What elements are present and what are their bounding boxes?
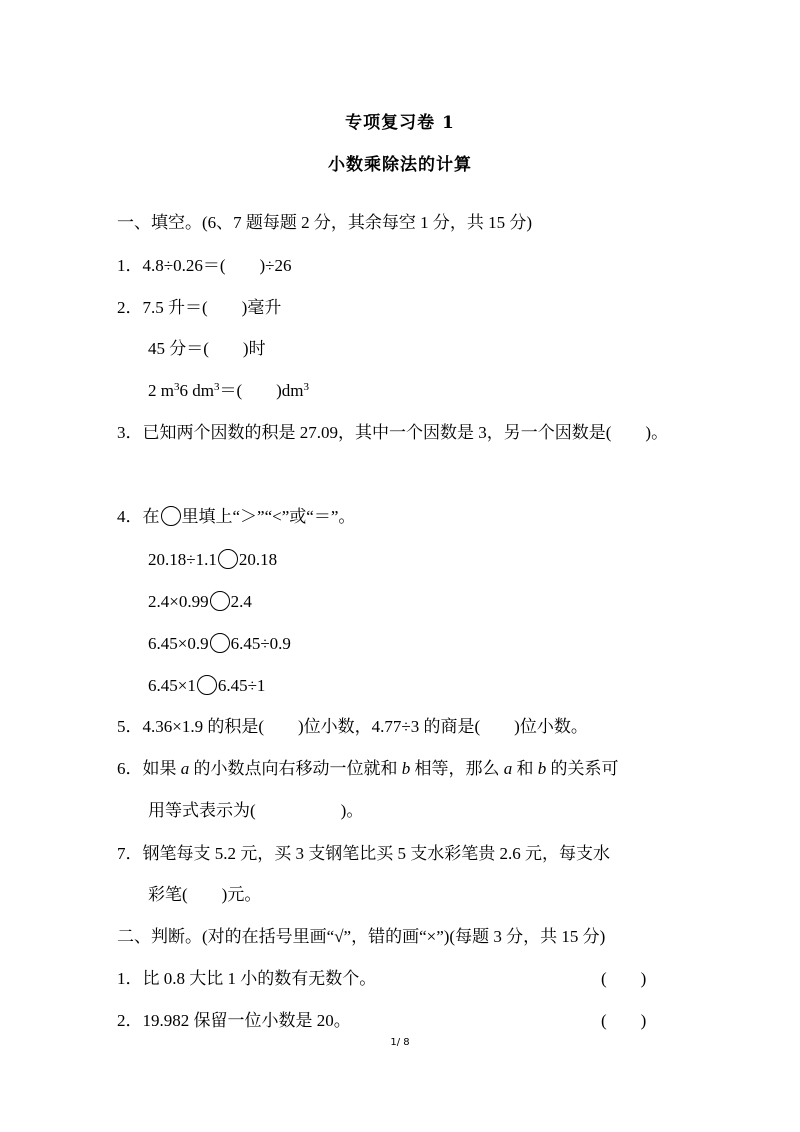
page-subtitle: 小数乘除法的计算 bbox=[328, 155, 472, 175]
judge-question-2 bbox=[117, 1010, 351, 1032]
question-6-line-2 bbox=[148, 800, 363, 822]
answer-blank[interactable] bbox=[188, 885, 222, 904]
question-number: 2． bbox=[117, 1011, 143, 1030]
question-text: 彩笔( bbox=[148, 885, 188, 904]
question-7-line-2 bbox=[148, 884, 261, 906]
compare-circle bbox=[161, 506, 181, 526]
judge-question-1 bbox=[117, 968, 376, 990]
question-text: )元。 bbox=[221, 885, 262, 904]
compare-right: 6.45÷0.9 bbox=[230, 634, 291, 653]
compare-item bbox=[148, 549, 277, 571]
section1-heading: 一、填空。(6、7 题每题 2 分，其余每空 1 分，共 15 分) bbox=[117, 213, 533, 232]
judge-answer-box[interactable]: ( ) bbox=[601, 969, 647, 988]
question-text: 的关系可 bbox=[546, 759, 619, 778]
page-number: 1/ 8 bbox=[390, 1037, 410, 1048]
question-text: 4.36×1.9 的积是( bbox=[142, 717, 264, 736]
compare-item bbox=[148, 633, 291, 655]
variable: b bbox=[401, 759, 411, 778]
answer-blank[interactable] bbox=[208, 298, 242, 317]
question-1 bbox=[117, 255, 292, 277]
compare-right: 2.4 bbox=[230, 592, 252, 611]
variable: a bbox=[503, 759, 513, 778]
question-number: 3． bbox=[117, 423, 143, 442]
question-2 bbox=[117, 297, 281, 319]
question-text: )dm bbox=[276, 381, 304, 400]
answer-blank[interactable] bbox=[611, 423, 645, 442]
question-text: 里填上“＞”“<”或“＝”。 bbox=[181, 507, 356, 526]
superscript: 3 bbox=[173, 381, 180, 393]
question-text: 2 m bbox=[148, 381, 174, 400]
question-text: 的小数点向右移动一位就和 bbox=[189, 759, 402, 778]
section2-heading: 二、判断。(对的在括号里画“√”，错的画“×”)(每题 3 分，共 15 分) bbox=[117, 927, 606, 946]
question-text: 用等式表示为( bbox=[148, 801, 256, 820]
superscript: 3 bbox=[213, 381, 220, 393]
question-text: )÷26 bbox=[259, 256, 292, 275]
question-text: 7.5 升＝( bbox=[142, 298, 208, 317]
page-title: 专项复习卷 1 bbox=[345, 113, 455, 133]
compare-circle[interactable] bbox=[218, 549, 238, 569]
question-2-line-2 bbox=[148, 338, 266, 360]
question-text: 6 dm bbox=[179, 381, 214, 400]
compare-right: 20.18 bbox=[238, 550, 278, 569]
question-number: 6． bbox=[117, 759, 143, 778]
question-text: 和 bbox=[512, 759, 538, 778]
compare-circle[interactable] bbox=[210, 591, 230, 611]
variable: a bbox=[180, 759, 190, 778]
answer-blank[interactable] bbox=[242, 381, 276, 400]
question-5 bbox=[117, 716, 588, 738]
answer-blank[interactable] bbox=[256, 801, 341, 820]
question-text: 比 0.8 大比 1 小的数有无数个。 bbox=[142, 969, 377, 988]
question-text: 钢笔每支 5.2 元，买 3 支钢笔比买 5 支水彩笔贵 2.6 元，每支水 bbox=[142, 844, 610, 863]
question-text: )位小数，4.77÷3 的商是( bbox=[298, 717, 481, 736]
question-text: )位小数。 bbox=[514, 717, 588, 736]
question-text: 在 bbox=[142, 507, 160, 526]
judge-answer-box[interactable]: ( ) bbox=[601, 1011, 647, 1030]
answer-blank[interactable] bbox=[226, 256, 260, 275]
compare-right: 6.45÷1 bbox=[217, 676, 266, 695]
question-text: ＝( bbox=[219, 381, 243, 400]
compare-circle[interactable] bbox=[210, 633, 230, 653]
question-text: 相等，那么 bbox=[410, 759, 504, 778]
question-7 bbox=[117, 843, 610, 865]
question-text: )。 bbox=[645, 423, 669, 442]
question-text: 如果 bbox=[142, 759, 181, 778]
answer-blank[interactable] bbox=[480, 717, 514, 736]
question-text: 45 分＝( bbox=[148, 339, 209, 358]
question-2-line-3 bbox=[148, 380, 309, 402]
question-text: 19.982 保留一位小数是 20。 bbox=[142, 1011, 351, 1030]
question-number: 7． bbox=[117, 844, 143, 863]
question-number: 1． bbox=[117, 969, 143, 988]
question-6 bbox=[117, 758, 619, 780]
question-text: )毫升 bbox=[241, 298, 282, 317]
compare-left: 6.45×1 bbox=[148, 676, 196, 695]
question-text: )时 bbox=[242, 339, 266, 358]
question-number: 4． bbox=[117, 507, 143, 526]
question-text: 已知两个因数的积是 27.09，其中一个因数是 3，另一个因数是( bbox=[142, 423, 612, 442]
question-number: 2． bbox=[117, 298, 143, 317]
question-4 bbox=[117, 506, 355, 528]
question-number: 5． bbox=[117, 717, 143, 736]
question-number: 1． bbox=[117, 256, 143, 275]
answer-blank[interactable] bbox=[264, 717, 298, 736]
variable: b bbox=[537, 759, 547, 778]
compare-left: 20.18÷1.1 bbox=[148, 550, 217, 569]
question-text: 4.8÷0.26＝( bbox=[142, 256, 226, 275]
compare-left: 6.45×0.9 bbox=[148, 634, 209, 653]
question-3 bbox=[117, 422, 668, 444]
answer-blank[interactable] bbox=[209, 339, 243, 358]
compare-left: 2.4×0.99 bbox=[148, 592, 209, 611]
compare-circle[interactable] bbox=[197, 675, 217, 695]
compare-item bbox=[148, 675, 265, 697]
superscript: 3 bbox=[303, 381, 310, 393]
compare-item bbox=[148, 591, 252, 613]
question-text: )。 bbox=[340, 801, 364, 820]
